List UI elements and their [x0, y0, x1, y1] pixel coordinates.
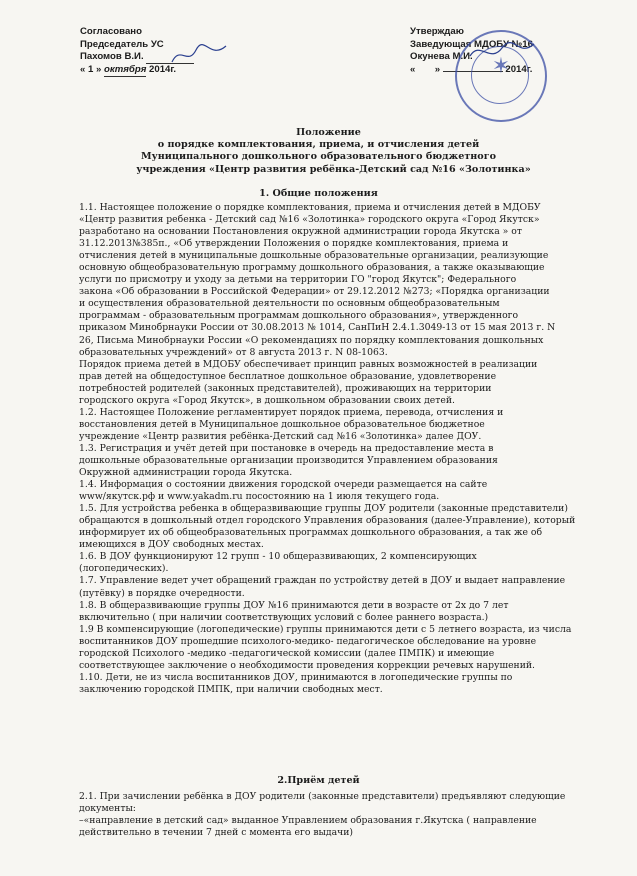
text-line: услуги по присмотру и уходу за детьми на территории ГО "город Якутск"; Федерального — [79, 274, 517, 286]
text-line: 1.2. Настоящее Положение регламентирует порядок приема, перевода, отчисления и — [79, 406, 504, 418]
text-line: потребностей родителей (законных представителей), проживающих на территории — [79, 382, 492, 394]
document-title — [0, 127, 637, 176]
approval-left-line2: Председатель УС — [80, 38, 164, 50]
title-line4: учреждения «Центр развития ребёнка-Детский сад №16 «Золотинка» — [136, 163, 531, 175]
text-line: отчисления детей в муниципальные дошкольные образовательные организации, реализующие — [79, 250, 549, 262]
text-line: Порядок приема детей в МДОБУ обеспечивает принцип равных возможностей в реализации — [79, 358, 538, 370]
text-line: 1.7. Управление ведет учет обращений граждан по устройству детей в ДОУ и выдает направление — [79, 575, 566, 587]
text-line: 1.10. Дети, не из числа воспитанников ДОУ, принимаются в логопедические группы по — [79, 671, 513, 683]
text-line: включительно ( при наличии соответствующих условий с более раннего возраста.) — [79, 611, 489, 623]
text-line: соответствующее заключение о необходимости проведения коррекции речевых нарушений. — [79, 659, 535, 671]
text-line: воспитанников ДОУ прошедшие психолого-медико- педагогическое обследование на уровне — [79, 635, 537, 647]
signature-left — [170, 40, 230, 70]
text-line: заключению городской ПМПК, при наличии свободных мест. — [79, 683, 383, 695]
text-line: городской Психолого -медико -педагогической комиссии (далее ПМПК) и имеющие — [79, 647, 495, 659]
seal-emblem-icon: ✶ — [491, 54, 511, 79]
text-line: (путёвку) в порядке очередности. — [79, 587, 245, 599]
section2-heading: 2.Приём детей — [277, 775, 360, 786]
text-line: 1.3. Регистрация и учёт детей при постановке в очередь на предоставление места в — [79, 442, 494, 454]
text-line: основную общеобразовательную программу дошкольного образования, а также оказывающие — [79, 262, 545, 274]
signature-right — [468, 36, 538, 66]
text-line: «Центр развития ребенка - Детский сад №16 «Золотинка» городского округа «Город Якутск» — [79, 214, 540, 226]
text-line: 26, Письма Минобрнауки России «О рекомендациях по порядку комплектования дошкольных — [79, 334, 544, 346]
section1-heading: 1. Общие положения — [259, 188, 378, 199]
text-line: обращаются в дошкольный отдел городского Управления образования (далее-Управление), который — [79, 515, 576, 527]
text-line: (логопедических). — [79, 563, 169, 575]
text-line: образовательных учреждений» от 8 августа 2013 г. N 08-1063. — [79, 346, 388, 358]
text-line: 1.6. В ДОУ функционируют 12 групп - 10 общеразвивающих, 2 компенсирующих — [79, 551, 477, 563]
text-line: документы: — [79, 803, 136, 815]
text-line: разработано на основании Постановления окружной администрации города Якутска » от — [79, 226, 522, 238]
approval-left-line3: Пахомов В.И. — [80, 51, 194, 64]
text-line: www/якутск.рф и www.yakadm.ru посостоянию на 1 июля текущего года. — [79, 491, 440, 503]
approval-right-date: « » 2014г. — [410, 63, 533, 75]
section1-body — [79, 202, 576, 696]
approval-right-line3: Окунева М.И. — [410, 51, 473, 62]
text-line: учреждение «Центр развития ребёнка-Детский сад №16 «Золотинка» далее ДОУ. — [79, 430, 482, 442]
text-line: 1.5. Для устройства ребенка в общеразвивающие группы ДОУ родители (законные представители) — [79, 503, 568, 515]
text-line: Окружной администрации города Якутска. — [79, 467, 293, 479]
section2-body — [79, 791, 579, 839]
title-line1: Положение — [296, 127, 361, 138]
approval-left-line1: Согласовано — [80, 26, 142, 37]
text-line: 31.12.2013№385п., «Об утверждении Положения о порядке комплектования, приема и — [79, 238, 509, 250]
approval-left-date: « 1 » октября 2014г. — [80, 64, 194, 78]
text-line: 2.1. При зачислении ребёнка в ДОУ родители (законные представители) предъявляют следующие — [79, 791, 566, 802]
text-line: 1.8. В общеразвивающие группы ДОУ №16 принимаются дети в возрасте от 2х до 7 лет — [79, 599, 509, 611]
text-line: 1.9 В компенсирующие (логопедические) группы принимаются дети с 5 летнего возраста, из числа — [79, 623, 572, 635]
title-line3: Муниципального дошкольного образовательного бюджетного — [141, 151, 496, 163]
text-line: приказом Минобрнауки России от 30.08.2013 № 1014, СанПиН 2.4.1.3049-13 от 15 мая 2013 г. N — [79, 322, 556, 334]
approval-right-line1: Утверждаю — [410, 26, 464, 37]
text-line: действительно в течении 7 дней с момента его выдачи) — [79, 827, 354, 839]
text-line: –«направление в детский сад» выданное Управлением образования г.Якутска ( направление — [79, 815, 537, 827]
title-line2: о порядке комплектования, приема, и отчисления детей — [157, 139, 480, 151]
text-line: 1.4. Информация о состоянии движения городской очереди размещается на сайте — [79, 479, 488, 491]
text-line: и осуществления образовательной деятельности по основным общеобразовательным — [79, 298, 500, 310]
text-line: закона «Об образовании в Российской Федерации» от 29.12.2012 №273; «Порядка организации — [79, 286, 550, 298]
text-line: дошкольные образовательные организации производится Управлением образования — [79, 454, 498, 466]
text-line: городского округа «Город Якутск», в дошкольном образовании своих детей. — [79, 394, 455, 406]
text-line: восстановления детей в Муниципальное дошкольное образовательное бюджетное — [79, 418, 485, 430]
text-line: программам - образовательным программам дошкольного образования», утвержденного — [79, 310, 519, 322]
text-line: 1.1. Настоящее положение о порядке комплектования, приема и отчисления детей в МДОБУ — [79, 202, 541, 213]
approval-right-line2: Заведующая МДОБУ №16 — [410, 38, 533, 50]
text-line: прав детей на общедоступное бесплатное дошкольное образование, удовлетворение — [79, 370, 497, 382]
text-line: информирует их об общеобразовательных программах дошкольного образования, а так же об — [79, 527, 543, 539]
text-line: имеющихся в ДОУ свободных местах. — [79, 539, 264, 551]
